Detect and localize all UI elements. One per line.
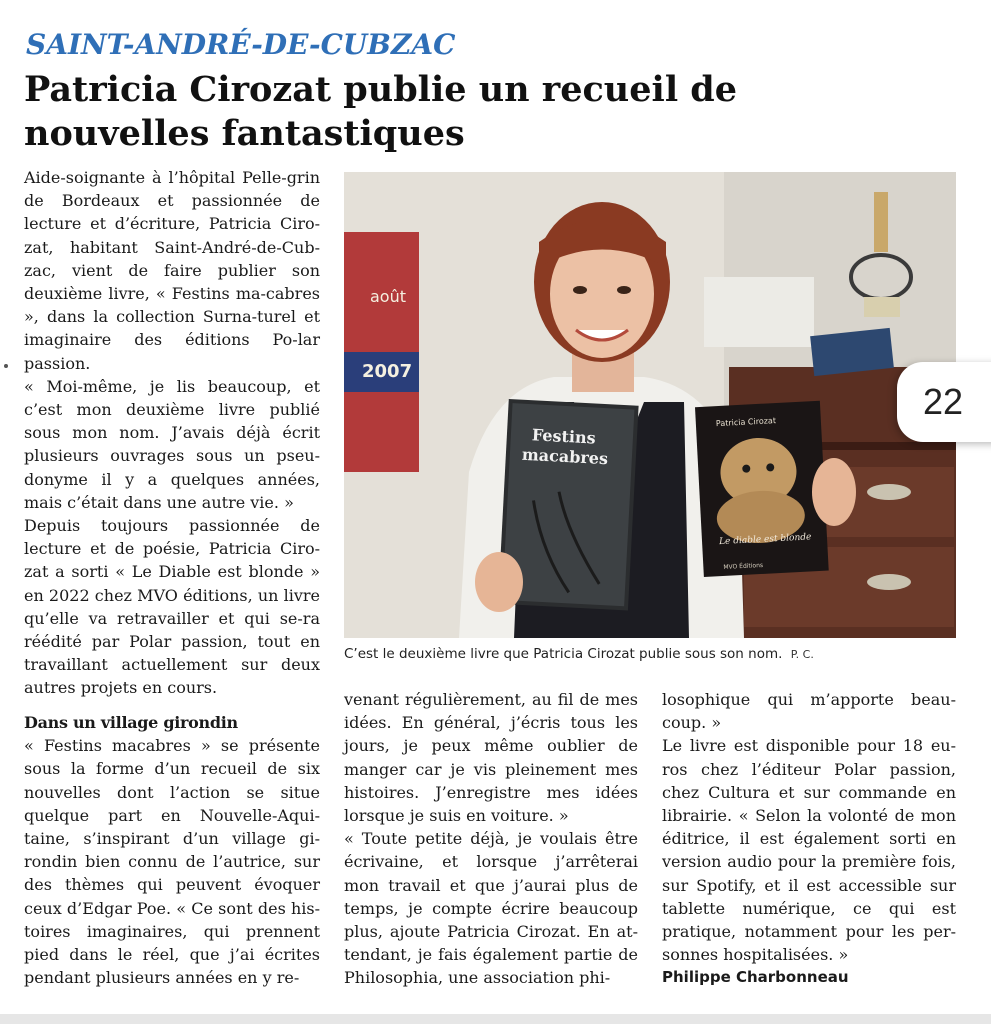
- paragraph: venant régulièrement, au fil de mes idées. En général, j’écris tous les jours, je peux même oublier de manger car je vis pleinement mes histoires. J’enregistre mes idées lorsque je suis en voiture. »: [344, 690, 638, 826]
- photo-caption: [344, 646, 956, 662]
- book-left-title-2: macabres: [521, 444, 609, 469]
- book-right-title: Le diable est blonde: [718, 532, 812, 548]
- paragraph: Aide-soignante à l’hôpital Pelle-grin de Bordeaux et passionnée de lecture et d’écriture, Patricia Ciro-zat, habitant Saint-André-de-Cub-zac, vient de faire publier son deuxième livre, « Festins ma-cabres », dans la collection Surna-turel et imaginaire des éditions Po-lar passion.: [24, 168, 320, 373]
- paragraph: Le livre est disponible pour 18 eu-ros chez l’éditeur Polar passion, chez Cultura et sur commande en librairie. « Selon la volonté de mon éditrice, il est également sorti en version audio pour la première fois, sur Spotify, et il est accessible sur tablette numérique, ce qui est pratique, notamment pour les per-sonnes hospitalisées. »: [662, 736, 956, 965]
- paragraph: « Toute petite déjà, je voulais être écrivaine, et lorsque j’arrêterai mon travail et que j’aurai plus de temps, je compte écrire beaucoup plus, ajoute Patricia Cirozat. En at-tendant, je fais également partie de Philosophia, une association phi-: [344, 829, 638, 988]
- article-column-3: [662, 688, 956, 990]
- article-column-1-top: [24, 166, 320, 700]
- caption-text: C’est le deuxième livre que Patricia Cirozat publie sous son nom.: [344, 646, 783, 662]
- paragraph: Depuis toujours passionnée de lecture et de poésie, Patricia Ciro-zat a sorti « Le Diable est blonde » en 2022 chez MVO éditions, un livre qu’elle va retravailler et qui se-ra réédité par Polar passion, tout en travaillant actuellement sur deux autres projets en cours.: [24, 516, 320, 698]
- book-le-diable-est-blonde: [695, 401, 829, 577]
- calendar-poster: [344, 232, 419, 472]
- article-column-1-bottom: [24, 711, 320, 989]
- paragraph: losophique qui m’apporte beau-coup. »: [662, 690, 956, 733]
- article-kicker: SAINT-ANDRÉ-DE-CUBZAC: [26, 28, 456, 61]
- book-right-author: Patricia Cirozat: [715, 416, 777, 429]
- page-number-badge: 22: [897, 362, 991, 442]
- calendar-year: 2007: [362, 361, 413, 382]
- book-left-title-1: Festins: [531, 425, 597, 448]
- paragraph: « Festins macabres » se présente sous la forme d’un recueil de six nouvelles dont l’action se situe quelque part en Nouvelle-Aqui-taine, s’inspirant d’un village gi-rondin bien connu de l’autrice, sur des thèmes qui peuvent évoquer ceux d’Edgar Poe. « Ce sont des his-toires imaginaires, qui prennent pied dans le réel, que j’ai écrites pendant plusieurs années en y re-: [24, 736, 320, 988]
- article-column-2: [344, 688, 638, 990]
- bottom-bar: [0, 1014, 991, 1024]
- book-right-publisher: MVO Éditions: [723, 561, 764, 571]
- author-signature: Philippe Charbonneau: [662, 968, 849, 987]
- section-subhead: Dans un village girondin: [24, 713, 238, 732]
- margin-mark: [4, 364, 8, 368]
- photo-credit: P. C.: [790, 648, 814, 661]
- article-headline: Patricia Cirozat publie un recueil de nouvelles fantastiques: [24, 69, 738, 154]
- article-photo: [344, 172, 956, 638]
- paragraph: « Moi-même, je lis beaucoup, et c’est mon deuxième livre publié sous mon nom. J’avais déjà écrit plusieurs ouvrages sous un pseu-donyme il y a quelques années, mais c’était dans une autre vie. »: [24, 376, 320, 512]
- calendar-month: août: [370, 287, 407, 306]
